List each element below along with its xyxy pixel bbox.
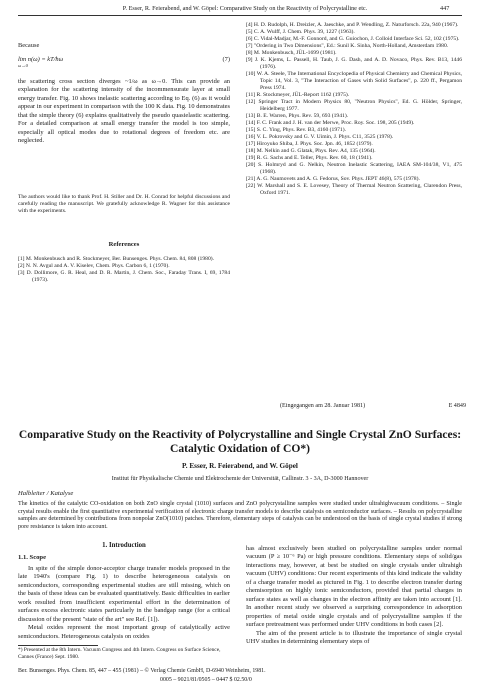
reference-item: [5] C. A. Wulff, J. Chem. Phys. 39, 1227 (1963). xyxy=(246,29,355,35)
intro-left-column xyxy=(18,565,230,641)
reference-item: [17] Hiroyuko Shiba, J. Phys. Soc. Jpn. 46, 1852 (1979). xyxy=(246,141,373,147)
equation-subscript: ω→0 xyxy=(18,63,28,68)
manuscript-code: E 4849 xyxy=(448,403,466,409)
reference-item: [4] H. D. Rudolph, H. Dreizler, A. Jaeschke, and P. Wendling, Z. Naturforsch. 22a, 940 (1967). xyxy=(246,22,459,28)
reference-item: [12] Springer Tract in Modern Physics 80, "Neutron Physics", Ed. G. Hölder, Springer, Heidelberg 1977. xyxy=(246,99,462,112)
header-rule xyxy=(18,15,462,16)
intro-paragraph-4: The aim of the present article is to illustrate the importance of single crystal UHV studies in determining elementary steps of xyxy=(246,629,462,645)
received-date: (Eingegangen am 28. Januar 1981) xyxy=(280,403,366,409)
received-line xyxy=(280,403,466,409)
intro-paragraph-3: has almost exclusively been studied on polycrystalline samples under normal vacuum (P ≥ 10⁻⁶ Pa) or high pressure conditions. Elementary steps of solid/gas interactions may, however, at best be studied on single crystals under ultrahigh vacuum (UHV) conditions: Our recent experiments of this kind indicate the validity of a charge transfer model as pictured in Fig. 1 to describe electron transfer during chemisorption on highly ionic semiconductors, provided that partial charges in surface states as well as changes in the electron affinity are taken into account [1]. In another recent study we observed a surprising correspondence in adsorption properties of metal oxide single crystals and of polycrystalline samples if the surface pretreatment was performed under UHV conditions in both cases [2]. xyxy=(246,545,462,629)
reference-item: [14] F. C. Frank and J. H. van der Merwe, Proc. Roy. Soc. 198, 205 (1949). xyxy=(246,120,415,126)
equation-number: (7) xyxy=(222,56,230,63)
reference-item: [20] S. Holmryd and G. Nelkin, Neutron Inelastic Scattering, IAEA SM-104/38, V1, 475 (1968). xyxy=(246,162,462,175)
article-authors: P. Esser, R. Feierabend, and W. Göpel xyxy=(182,462,298,470)
running-header: P. Esser, R. Feierabend, and W. Göpel: Comparative Study on the Reactivity of Polycrystalline etc. xyxy=(122,5,368,12)
equation-body: lim n(ω) = kT/ħω xyxy=(18,56,64,63)
intro-paragraph-2: Metal oxides represent the most important group of catalytically active semiconductors. Heterogeneous catalysis on oxides xyxy=(18,624,230,640)
abstract: The kinetics of the catalytic CO-oxidation on both ZnO single crystal (1010) surfaces and ZnO polycrystalline samples were studied under ultrahighvacuum conditions. – Single crystal results enable the first quantitative experimental verification of electronic charge transfer models to describe catalysis on semiconductor surfaces. – Results on polycrystalline samples are determined by contributions from nonpolar ZnO(1010) patches. Therefore, elementary steps of catalysis can be understood on the basis of single crystal studies if strong pore resistance is taken into account. xyxy=(18,501,462,530)
reference-item: [9] J. K. Kjems, L. Passell, H. Taub, J. G. Dash, and A. D. Novaco, Phys. Rev. B13, 1446 (1976). xyxy=(246,57,462,70)
reference-item: [7] "Ordering in Two Dimensions", Ed.: Sunil K. Sinha, North-Holland, Amsterdam 1980. xyxy=(246,43,449,49)
reference-item: [22] W. Marshall and S. E. Lovesey, Theory of Thermal Neutron Scattering, Clarendon Press, Oxford 1971. xyxy=(246,183,462,196)
acknowledgement: The authors would like to thank Prof. H. Stiller and Dr. H. Conrad for helpful discussions and carefully reading the manuscript. We gratefully acknowledge R. Wagner for this assistance with the experiments. xyxy=(18,194,230,214)
reference-item: [2] N. N. Avgul and A. V. Kiselev, Chem. Phys. Carbon 6, 1 (1970). xyxy=(18,263,170,269)
article-institute: Institut für Physikalische Chemie und Elektrochemie der Universität, Callinstr. 3 - 3A, D-3000 Hannover xyxy=(111,476,369,482)
reference-item: [11] R. Stockmeyer, JÜL-Report 1162 (1975). xyxy=(246,92,350,98)
equation-7 xyxy=(18,56,230,68)
references-right xyxy=(246,22,462,197)
reference-item: [21] A. G. Naumovets and A. G. Fedorus, Sov. Phys. JEPT 46(8), 575 (1978). xyxy=(246,176,420,182)
subsection-heading: 1.1. Scope xyxy=(18,554,47,561)
reference-item: [6] C. Vidal-Madjar, M.-F. Gonnord, and G. Guiochon, J. Colloid Interface Sci. 52, 102 (1975). xyxy=(246,36,460,42)
intro-paragraph-1: In spite of the simple donor-acceptor charge transfer models proposed in the late 1940's (compare Fig. 1) to describe heterogeneous catalysis on semiconductors, corresponding experimental studies are still missing, which on the basis of these ideas can be evaluated quantitatively. Basic difficulties in earlier work resulted from insufficient experimental effort in the determination of surfaces excess electronic states particularly in the bandgap range (for a critical discussion of the present "state of the art" see Ref. [1]). xyxy=(18,565,230,623)
footnote-rule xyxy=(18,645,98,646)
reference-item: [1] M. Monkenbusch and R. Stockmeyer, Ber. Bunsenges. Phys. Chem. 84, 808 (1980). xyxy=(18,256,215,262)
keywords: Halbleiter / Katalyse xyxy=(18,490,74,497)
issn-footer: 0005 – 9021/81/0505 – 0447 $ 02.50/0 xyxy=(160,677,252,683)
footnote: *) Presented at the 8th Intern. Vacuum Congress and 4th Intern. Congress on Surface Science, Cannes (France) Sept. 1980. xyxy=(18,647,221,660)
left-paragraph: the scattering cross section diverges ~1/ω as ω→0. This can provide an explanation for the scattering intensity of the incommensurate layer at small energy transfer. Fig. 10 shows inelastic scattering according to Eq. (6) as it would appear in our experiment in comparison with the 100 K data. Fig. 10 demonstrates that the simple theory (6) explains qualitatively the pseudo quasielastic scattering. For a detailed comparison at small energy transfer the model is too simple, especially all optical modes due to rotational degrees of freedom etc. are neglected. xyxy=(18,78,230,145)
intro-right-column xyxy=(246,545,462,646)
reference-item: [10] W. A. Steele, The International Encyclopedia of Physical Chemistry and Chemical Physics, Topic 14, Vol. 3, "The Interaction of Gases with Solid Surfaces", p. 220 ff., Pergamon Press 1974. xyxy=(246,71,462,91)
reference-item: [19] R. G. Sachs and E. Teller, Phys. Rev. 60, 18 (1941). xyxy=(246,155,373,161)
page-number: 447 xyxy=(440,5,450,12)
reference-item: [3] D. Dollimore, G. R. Heal, and D. R. Martin, J. Chem. Soc., Faraday Trans. I, 69, 1784 (1973). xyxy=(18,270,230,283)
reference-item: [13] B. E. Warren, Phys. Rev. 59, 693 (1941). xyxy=(246,113,349,119)
journal-footer: Ber. Bunsenges. Phys. Chem. 85, 447 – 455 (1981) – © Verlag Chemie GmbH, D-6940 Weinheim, 1981. xyxy=(18,668,266,674)
reference-item: [18] M. Nelkin and G. Glatak, Phys. Rev. A4, 135 (1964). xyxy=(246,148,376,154)
reference-item: [16] V. L. Pokrovsky and G. V. Uimin, J. Phys. C11, 3525 (1978). xyxy=(246,134,394,140)
because-text: Because xyxy=(18,42,40,49)
article-title: Comparative Study on the Reactivity of Polycrystalline and Single Crystal ZnO Surfaces: Catalytic Oxidation of CO*) xyxy=(18,428,462,455)
references-heading: References xyxy=(108,241,140,248)
reference-item: [8] M. Monkenbusch, JÜL-1699 (1981). xyxy=(246,50,337,56)
references-left xyxy=(18,256,230,284)
section-heading: 1. Introduction xyxy=(102,542,146,549)
reference-item: [15] S. C. Ying, Phys. Rev. B3, 4160 (1971). xyxy=(246,127,346,133)
